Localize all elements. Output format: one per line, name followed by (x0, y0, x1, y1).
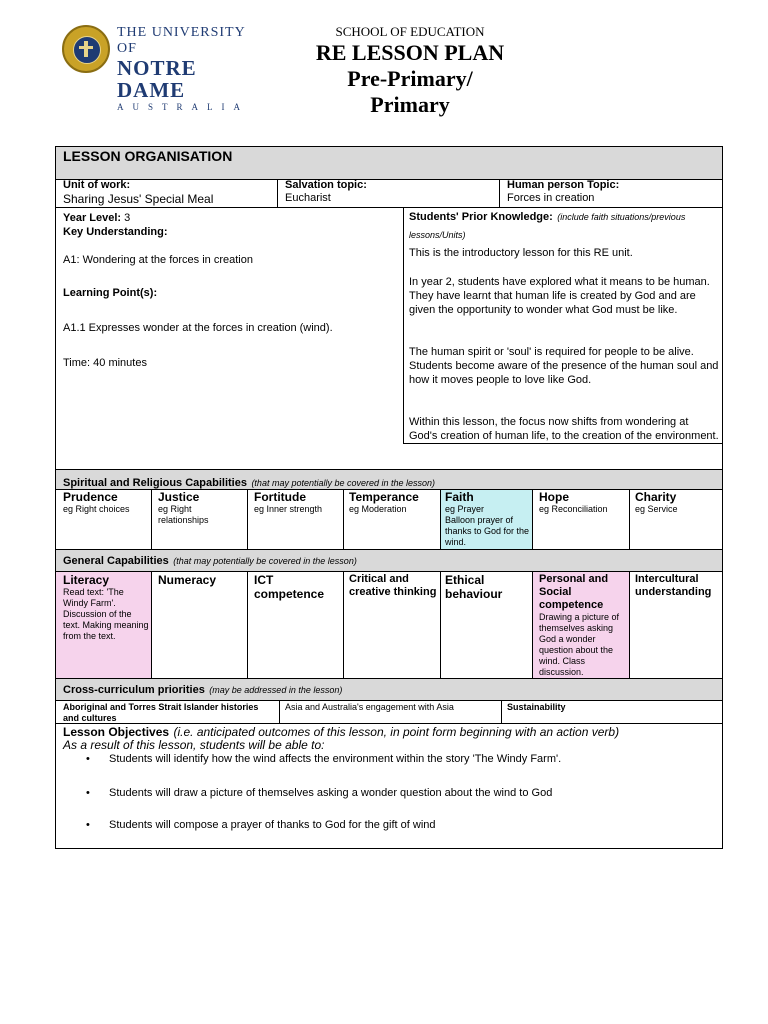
human-value: Forces in creation (507, 192, 595, 204)
general-name: Numeracy (158, 573, 217, 587)
capability-desc: eg Inner strength (254, 504, 323, 514)
general-name: Literacy (63, 573, 110, 587)
capability-fortitude (254, 490, 342, 515)
capability-desc: eg Reconciliation (539, 504, 608, 514)
lesson-plan-table (55, 146, 723, 849)
bullet-icon: • (86, 753, 90, 765)
university-logo (62, 25, 267, 112)
capability-desc: eg Right relationships (158, 504, 209, 525)
key-understanding-value: A1: Wondering at the forces in creation (63, 254, 253, 266)
general-name: Ethical behaviour (445, 573, 503, 601)
capability-name: Justice (158, 490, 200, 504)
general-intercultural (635, 573, 721, 599)
unit-label: Unit of work: (63, 179, 131, 191)
year-value: 3 (124, 212, 131, 224)
general-desc: Read text: 'The Windy Farm'. (63, 587, 124, 608)
spiritual-heading-note: (that may potentially be covered in the lesson) (251, 478, 436, 488)
general-name: Intercultural understanding (635, 573, 712, 598)
general-heading-label: General Capabilities (63, 555, 169, 567)
learning-point-value: A1.1 Expresses wonder at the forces in creation (wind). (63, 322, 333, 334)
capability-hope (539, 490, 627, 515)
school-name: SCHOOL OF EDUCATION (335, 24, 485, 39)
capability-desc: eg Prayer (445, 504, 485, 514)
cross-heading-label: Cross-curriculum priorities (63, 684, 205, 696)
capability-name: Hope (539, 490, 569, 504)
cross-item-sustainability: Sustainability (507, 702, 566, 712)
prior-knowledge-p2: In year 2, students have explored what it means to be human. They have learnt that human life is created by God and are given the opportunity to wonder what God must be like. (409, 276, 710, 316)
capability-name: Charity (635, 490, 677, 504)
prior-knowledge-p4: Within this lesson, the focus now shifts from wondering at God's creation of human life, to the creation of the environment. (409, 416, 719, 442)
prior-knowledge-p1: This is the introductory lesson for this RE unit. (409, 247, 633, 259)
cross-heading (63, 680, 342, 698)
general-extra: Discussion of the text. Making meaning from the text. (63, 609, 149, 641)
capability-name: Prudence (63, 490, 118, 504)
general-desc: Drawing a picture of themselves asking God a wonder question about the wind. Class discussion. (539, 612, 620, 677)
capability-extra: Balloon prayer of thanks to God for the wind. (445, 515, 530, 547)
objective-item-2: Students will draw a picture of themselves asking a wonder question about the wind to God (109, 787, 553, 799)
title-line1: RE LESSON PLAN (315, 40, 505, 65)
capability-charity (635, 490, 721, 515)
objective-item-3: Students will compose a prayer of thanks to God for the gift of wind (109, 819, 436, 831)
capability-desc: eg Service (635, 504, 678, 514)
objective-item-1: Students will identify how the wind affects the environment within the story 'The Windy Farm'. (109, 753, 562, 765)
capability-faith (445, 490, 531, 548)
title-line2: Pre-Primary/ (347, 66, 473, 91)
capability-desc: eg Right choices (63, 504, 130, 514)
capability-justice (158, 490, 244, 526)
spiritual-heading (63, 473, 435, 491)
general-heading-note: (that may potentially be covered in the lesson) (173, 556, 357, 566)
university-line3: AUSTRALIA (117, 102, 249, 112)
objectives-intro: As a result of this lesson, students will be able to: (63, 738, 325, 752)
lesson-time: Time: 40 minutes (63, 357, 147, 369)
general-literacy (63, 573, 149, 642)
organisation-heading: LESSON ORGANISATION (63, 148, 233, 164)
objectives-heading-note: (i.e. anticipated outcomes of this lesson, in point form beginning with an action verb) (173, 725, 620, 739)
capability-name: Temperance (349, 490, 419, 504)
cross-item-aboriginal: Aboriginal and Torres Strait Islander histories and cultures (63, 702, 259, 723)
bullet-icon: • (86, 787, 90, 799)
cross-heading-note: (may be addressed in the lesson) (209, 685, 343, 695)
salvation-label: Salvation topic: (285, 179, 367, 191)
learning-point-label: Learning Point(s): (63, 287, 158, 299)
prior-knowledge-note: (include faith situations/previous lessons/Units) (409, 212, 686, 240)
capability-name: Fortitude (254, 490, 306, 504)
human-label: Human person Topic: (507, 179, 620, 191)
document-heading (270, 24, 550, 118)
prior-knowledge-p3: The human spirit or 'soul' is required for people to be alive. Students become aware of the presence of the human soul and how it moves people to love like God. (409, 346, 719, 386)
university-line1: THE UNIVERSITY OF (117, 25, 246, 56)
capability-temperance (349, 490, 439, 515)
title-line3: Primary (370, 92, 450, 117)
spiritual-heading-label: Spiritual and Religious Capabilities (63, 477, 247, 489)
year-label: Year Level: (63, 212, 122, 224)
general-ethical (445, 573, 529, 601)
general-name: Personal and Social competence (539, 573, 609, 611)
bullet-icon: • (86, 819, 90, 831)
salvation-value: Eucharist (285, 192, 331, 204)
capability-name: Faith (445, 490, 474, 504)
general-name: ICT competence (254, 573, 325, 601)
general-critical (349, 573, 437, 599)
year-level (63, 212, 130, 225)
university-seal-icon (62, 25, 110, 73)
prior-knowledge-heading (409, 207, 719, 243)
objectives-heading-label: Lesson Objectives (63, 725, 170, 739)
capability-prudence (63, 490, 149, 515)
general-ict (254, 573, 340, 601)
prior-knowledge-label: Students' Prior Knowledge: (409, 211, 553, 223)
university-line2: NOTRE DAME (117, 56, 197, 102)
cross-item-asia: Asia and Australia's engagement with Asia (285, 702, 454, 712)
general-personal (539, 573, 627, 678)
general-name: Critical and creative thinking (349, 573, 437, 598)
key-understanding-label: Key Understanding: (63, 226, 168, 238)
university-name (117, 25, 267, 113)
capability-desc: eg Moderation (349, 504, 407, 514)
unit-value: Sharing Jesus' Special Meal (63, 192, 214, 206)
general-numeracy (158, 573, 244, 587)
general-heading (63, 551, 357, 569)
